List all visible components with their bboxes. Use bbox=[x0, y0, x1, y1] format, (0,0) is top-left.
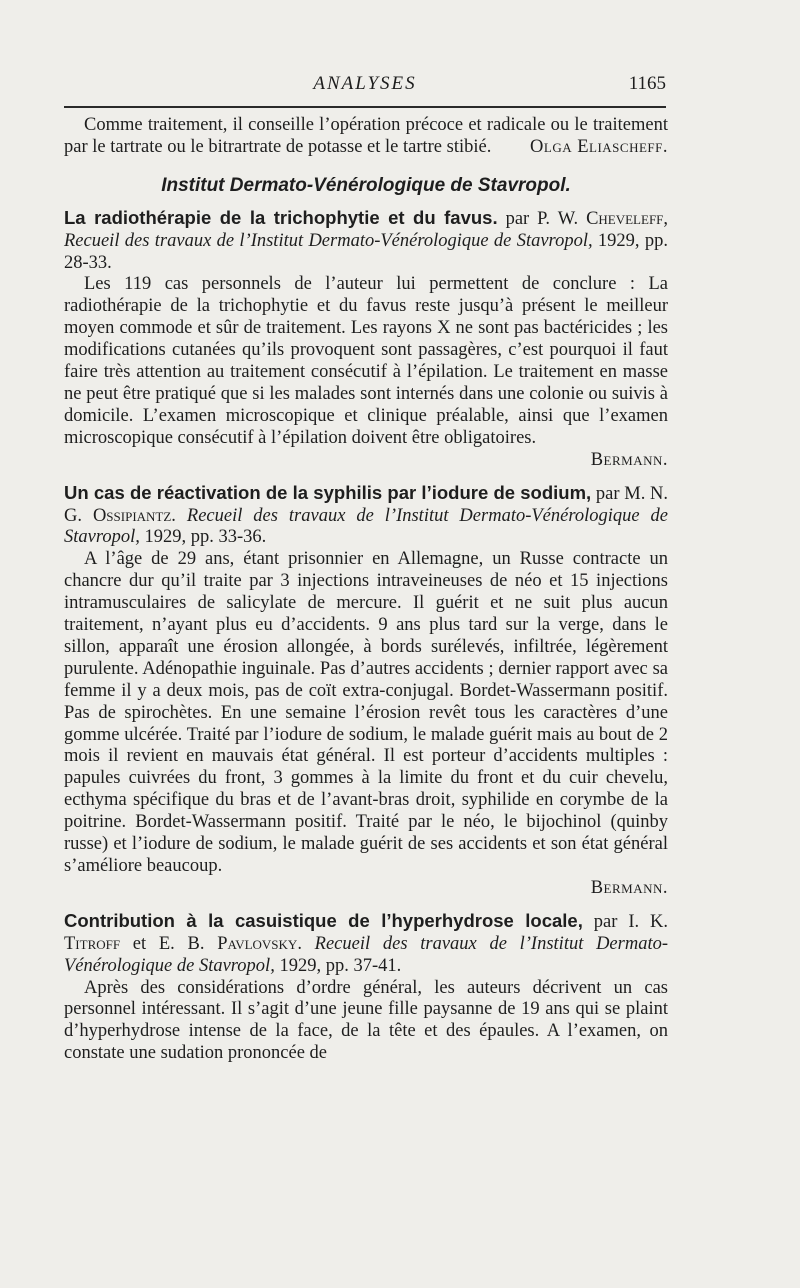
article-signature: Bermann. bbox=[590, 449, 668, 470]
page-number: 1165 bbox=[628, 73, 666, 94]
article-byline: par P. W. bbox=[505, 208, 587, 229]
article-source: Recueil des travaux de l’Institut Dermato-Vénérologique de Stavropol, bbox=[64, 933, 668, 976]
article-author: Cheveleff, bbox=[586, 208, 669, 229]
article-body: Après des considérations d’ordre général, les auteurs décrivent un cas personnel intéressant. Il s’agit d’une jeune fille paysanne de 19 ans qui se plaint d’hyperhydrose intense de la face, de la tête et des épaules. A l’examen, on constate une sudation prononcée de bbox=[64, 977, 668, 1064]
institute-heading: Institut Dermato-Vénérologique de Stavropol. bbox=[161, 174, 571, 196]
article-syphilis bbox=[64, 482, 668, 900]
article-heading bbox=[64, 207, 668, 275]
running-header bbox=[64, 70, 666, 100]
article-source: Recueil des travaux de l’Institut Dermato-Vénérologique de Stavropol, bbox=[64, 505, 668, 548]
article-author-2: Pavlovsky. bbox=[217, 933, 302, 954]
article-body: A l’âge de 29 ans, étant prisonnier en Allemagne, un Russe contracte un chancre dur qu’il traite par 3 injections intraveineuses de néo et 15 injections intramusculaires de salicylate de mercure. Il guérit et ne suit plus aucun traitement, n’ayant plus eu d’accidents. 9 ans plus tard sur la verge, dans le sillon, apparaît une érosion allongée, à bords surélevés, infiltrée, légèrement purulente. Adénopathie inguinale. Pas d’autres accidents ; dernier rapport avec sa femme il y a deux mois, pas de coït extra-conjugal. Bordet-Wassermann positif. Pas de spirochètes. En une semaine l’érosion revêt tous les caractères d’une gomme ulcérée. Traité par l’iodure de sodium, le malade guérit mais au bout de 2 mois il revient en mauvais état général. Il est porteur d’accidents multiples : papules cuivrées du front, 3 gommes à la limite du front et du cuir chevelu, ecthyma spécifique du bras et de l’avant-bras droit, syphilide en corymbe de la poitrine. Bordet-Wassermann positif. Traité par le néo, le bijochinol (quinby russe) et l’iodure de sodium, le malade guérit de ses accidents et son état général s’améliore beaucoup. bbox=[64, 549, 668, 876]
article-author: Ossipiantz. bbox=[92, 505, 176, 526]
article-source: Recueil des travaux de l’Institut Dermato-Vénérologique de Stavropol, bbox=[64, 230, 593, 251]
article-title: Un cas de réactivation de la syphilis par l’iodure de sodium, bbox=[64, 481, 592, 503]
article-title: Contribution à la casuistique de l’hyperhydrose locale, bbox=[64, 909, 583, 931]
article-byline-mid: et E. B. bbox=[120, 933, 218, 954]
intro-signature: Olga Eliascheff. bbox=[530, 136, 668, 157]
article-signature: Bermann. bbox=[590, 877, 668, 898]
article-citation: 1929, pp. 37-41. bbox=[279, 955, 402, 976]
article-radiotherapie bbox=[64, 207, 668, 472]
intro-paragraph bbox=[64, 115, 668, 159]
article-body: Les 119 cas personnels de l’auteur lui permettent de conclure : La radiothérapie de la trichophytie et du favus reste jusqu’à présent le meilleur moyen commode et sûr de traitement. Les rayons X ne sont pas bactéricides ; les modifications cutanées qu’ils provoquent sont passagères, c’est pourquoi il faut faire très attention au traitement consécutif à l’épilation. Le traitement en masse ne peut être pratiqué que si les malades sont internés dans une colonie ou suivis à domicile. L’examen microscopique et clinique préalable, ainsi que l’examen microscopique consécutif à l’épilation doivent être obligatoires. bbox=[64, 274, 668, 448]
article-citation: 1929, pp. 33-36. bbox=[144, 527, 267, 548]
article-heading bbox=[64, 910, 668, 978]
page-body bbox=[64, 115, 668, 1065]
intro-text: Comme traitement, il conseille l’opération précoce et radicale ou le traitement par le tartrate ou le bitrartrate de potasse et le tartre stibié. bbox=[64, 115, 668, 157]
article-byline: par I. K. bbox=[593, 911, 669, 932]
article-citation: 1929, pp. 28-33. bbox=[64, 230, 668, 273]
article-hyperhydrose bbox=[64, 910, 668, 1065]
article-author: Titroff bbox=[64, 933, 121, 954]
header-rule bbox=[64, 106, 666, 108]
article-byline: par M. N. G. bbox=[64, 483, 669, 526]
article-heading bbox=[64, 482, 668, 550]
article-title: La radiothérapie de la trichophytie et du favus. bbox=[64, 206, 498, 228]
running-title: ANALYSES bbox=[313, 73, 417, 94]
